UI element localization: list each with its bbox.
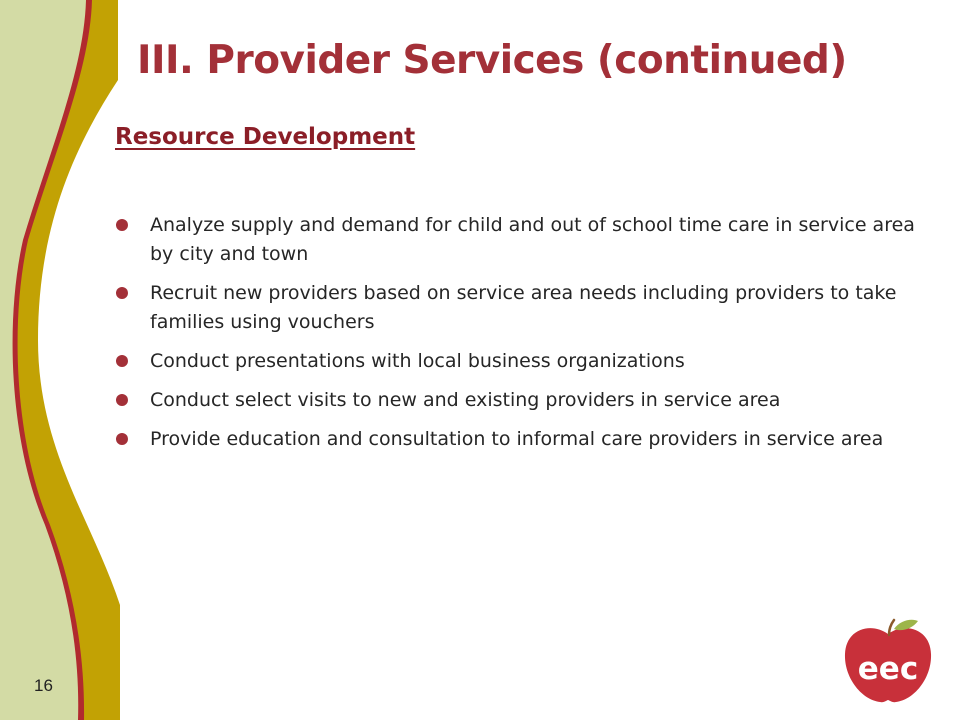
bullet-text: Conduct presentations with local business organizations bbox=[150, 350, 685, 372]
bullet-dot-icon bbox=[116, 287, 128, 299]
bullet-item bbox=[115, 279, 935, 337]
page-number: 16 bbox=[34, 676, 53, 695]
bullet-dot-icon bbox=[116, 219, 128, 231]
section-subtitle: Resource Development bbox=[115, 124, 416, 150]
bullet-item bbox=[115, 425, 935, 454]
bullet-text: Provide education and consultation to informal care providers in service area bbox=[150, 428, 884, 450]
bullet-item bbox=[115, 386, 935, 415]
slide-title: III. Provider Services (continued) bbox=[137, 38, 847, 83]
bullet-text: Conduct select visits to new and existing providers in service area bbox=[150, 389, 781, 411]
bullet-dot-icon bbox=[116, 394, 128, 406]
bullet-list bbox=[115, 211, 935, 464]
bullet-dot-icon bbox=[116, 355, 128, 367]
bullet-dot-icon bbox=[116, 433, 128, 445]
logo-text: eec bbox=[857, 651, 919, 687]
bullet-text: Recruit new providers based on service area needs including providers to take families using vouchers bbox=[150, 282, 897, 333]
bullet-text: Analyze supply and demand for child and out of school time care in service area by city and town bbox=[150, 214, 915, 265]
bullet-item bbox=[115, 211, 935, 269]
bullet-item bbox=[115, 347, 935, 376]
apple-logo-icon bbox=[842, 618, 934, 704]
